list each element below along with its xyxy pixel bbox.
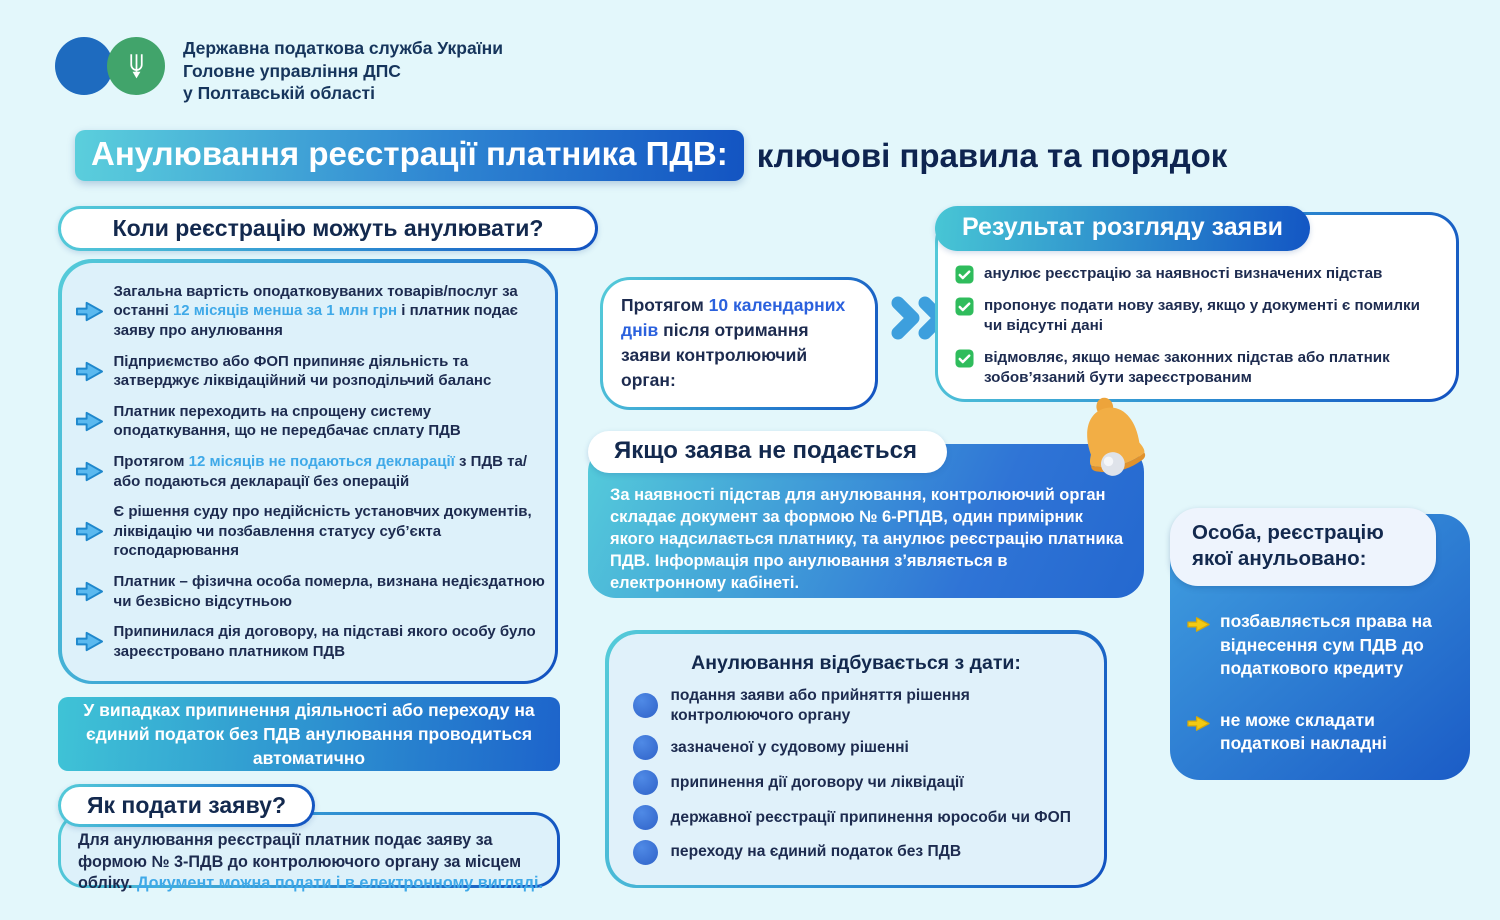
list-item-text: зазначеної у судовому рішенні bbox=[670, 738, 909, 756]
when-cancel-heading bbox=[58, 206, 598, 251]
bell-icon bbox=[1070, 392, 1154, 480]
list-item bbox=[633, 686, 1090, 725]
check-icon bbox=[955, 297, 974, 316]
list-item bbox=[955, 296, 1441, 337]
list-item bbox=[633, 805, 1090, 830]
arrow-right-icon bbox=[74, 578, 105, 605]
check-icon bbox=[955, 265, 974, 284]
list-item-text: позбавляється права на віднесення сум ПДВ до податкового кредиту bbox=[1220, 611, 1432, 678]
arrow-right-icon bbox=[74, 298, 105, 325]
no-application-heading: Якщо заява не подається bbox=[588, 431, 947, 473]
arrow-right-yellow-icon bbox=[1186, 713, 1211, 734]
how-to-apply-heading bbox=[58, 784, 315, 827]
list-item-text: припинення дії договору чи ліквідації bbox=[670, 773, 964, 791]
list-item bbox=[74, 282, 547, 341]
bullet-icon bbox=[633, 805, 658, 830]
list-item-text: державної реєстрації припинення юрособи чи ФОП bbox=[670, 808, 1071, 826]
list-item-text: переходу на єдиний податок без ПДВ bbox=[670, 843, 962, 861]
dates-heading: Анулювання відбувається з дати: bbox=[691, 651, 1021, 674]
list-item bbox=[74, 402, 547, 441]
list-item bbox=[74, 352, 547, 391]
list-item bbox=[1186, 709, 1458, 756]
list-item bbox=[1186, 610, 1458, 681]
arrow-right-yellow-icon bbox=[1186, 614, 1211, 635]
list-item-text: відмовляє, якщо немає законних підстав або платник зобов’язаний бути зареєстрованим bbox=[984, 348, 1390, 386]
list-item-text: анулює реєстрацію за наявності визначених підстав bbox=[984, 265, 1383, 282]
list-item bbox=[955, 264, 1441, 285]
list-item bbox=[633, 770, 1090, 795]
when-cancel-heading-text: Коли реєстрацію можуть анулювати? bbox=[61, 209, 595, 248]
list-item bbox=[74, 452, 547, 491]
list-item-text: Загальна вартість оподатковуваних товарів/послуг за останні 12 місяців менша за 1 млн грн і платник подає заяву про анулювання bbox=[113, 282, 518, 339]
org-unit bbox=[183, 61, 401, 104]
how-to-apply-heading-text: Як подати заяву? bbox=[61, 787, 312, 824]
how-to-apply-text: Для анулювання реєстрації платник подає заяву за формою № 3-ПДВ до контролюючого органу за місцем обліку. Документ можна подати і в електронному вигляді. bbox=[61, 815, 557, 885]
auto-cancellation-note: У випадках припинення діяльності або переходу на єдиний податок без ПДВ анулювання проводиться автоматично bbox=[58, 697, 560, 771]
list-item-text: Протягом 12 місяців не подаються декларації з ПДВ та/або подаються декларації без операцій bbox=[113, 453, 527, 490]
result-items bbox=[955, 264, 1441, 389]
list-item bbox=[74, 622, 547, 661]
list-item-text: Платник переходить на спрощену систему оподаткування, що не передбачає сплату ПДВ bbox=[113, 402, 461, 440]
list-item-text: не може складати податкові накладні bbox=[1220, 709, 1387, 753]
timeline-text: Протягом 10 календарних днів після отримання заяви контролюючий орган: bbox=[603, 280, 875, 407]
dates-box bbox=[605, 630, 1107, 888]
org-name: Державна податкова служба України bbox=[183, 38, 503, 58]
list-item-text: Припинилася дія договору, на підставі якого особу було зареєстровано платником ПДВ bbox=[113, 623, 536, 660]
list-item bbox=[633, 735, 1090, 760]
bullet-icon bbox=[633, 693, 658, 718]
list-item bbox=[74, 572, 547, 611]
arrow-right-icon bbox=[74, 358, 105, 385]
list-item-text: Підприємство або ФОП припиняє діяльність та затверджує ліквідаційний чи розподільчий баланс bbox=[113, 352, 492, 389]
arrow-right-icon bbox=[74, 628, 105, 655]
dates-list bbox=[633, 677, 1090, 875]
when-cancel-box bbox=[58, 259, 558, 684]
arrow-right-icon bbox=[74, 408, 105, 435]
org-unit-line1: Головне управління ДПС bbox=[183, 61, 401, 81]
page-title-rest: ключові правила та порядок bbox=[756, 136, 1228, 174]
result-heading: Результат розгляду заяви bbox=[935, 206, 1310, 251]
list-item-text: Є рішення суду про недійсність установчих документів, ліквідацію чи позбавлення статусу суб’єкта господарювання bbox=[113, 503, 532, 560]
arrow-right-icon bbox=[74, 458, 105, 485]
page-title-highlight: Анулювання реєстрації платника ПДВ: bbox=[75, 130, 744, 181]
page-title bbox=[75, 130, 1227, 181]
list-item bbox=[74, 502, 547, 561]
logo-circle-blue bbox=[55, 37, 113, 95]
check-icon bbox=[955, 349, 974, 368]
org-unit-line2: у Полтавській області bbox=[183, 82, 375, 103]
no-application-text: За наявності підстав для анулювання, контролюючий орган складає документ за формою № 6-РПДВ, один примірник якого надсилається платнику, та анулює реєстрацію платника ПДВ. Інформація про анулювання з’являється в електронному кабінеті. bbox=[610, 486, 1124, 592]
logo-circle-green bbox=[107, 37, 165, 95]
bullet-icon bbox=[633, 840, 658, 865]
list-item bbox=[633, 840, 1090, 865]
trident-icon bbox=[126, 52, 147, 81]
timeline-box bbox=[600, 277, 878, 410]
bullet-icon bbox=[633, 735, 658, 760]
person-heading: Особа, реєстрацію якої анульовано: bbox=[1170, 508, 1436, 586]
bullet-icon bbox=[633, 770, 658, 795]
list-item-text: подання заяви або прийняття рішення контролюючого органу bbox=[670, 687, 970, 724]
list-item-text: пропонує подати нову заяву, якщо у документі є помилки чи відсутні дані bbox=[984, 296, 1420, 334]
list-item bbox=[955, 348, 1441, 389]
list-item-text: Платник – фізична особа померла, визнана недієздатною чи безвісно відсутньою bbox=[113, 573, 545, 610]
arrow-right-icon bbox=[74, 518, 105, 545]
